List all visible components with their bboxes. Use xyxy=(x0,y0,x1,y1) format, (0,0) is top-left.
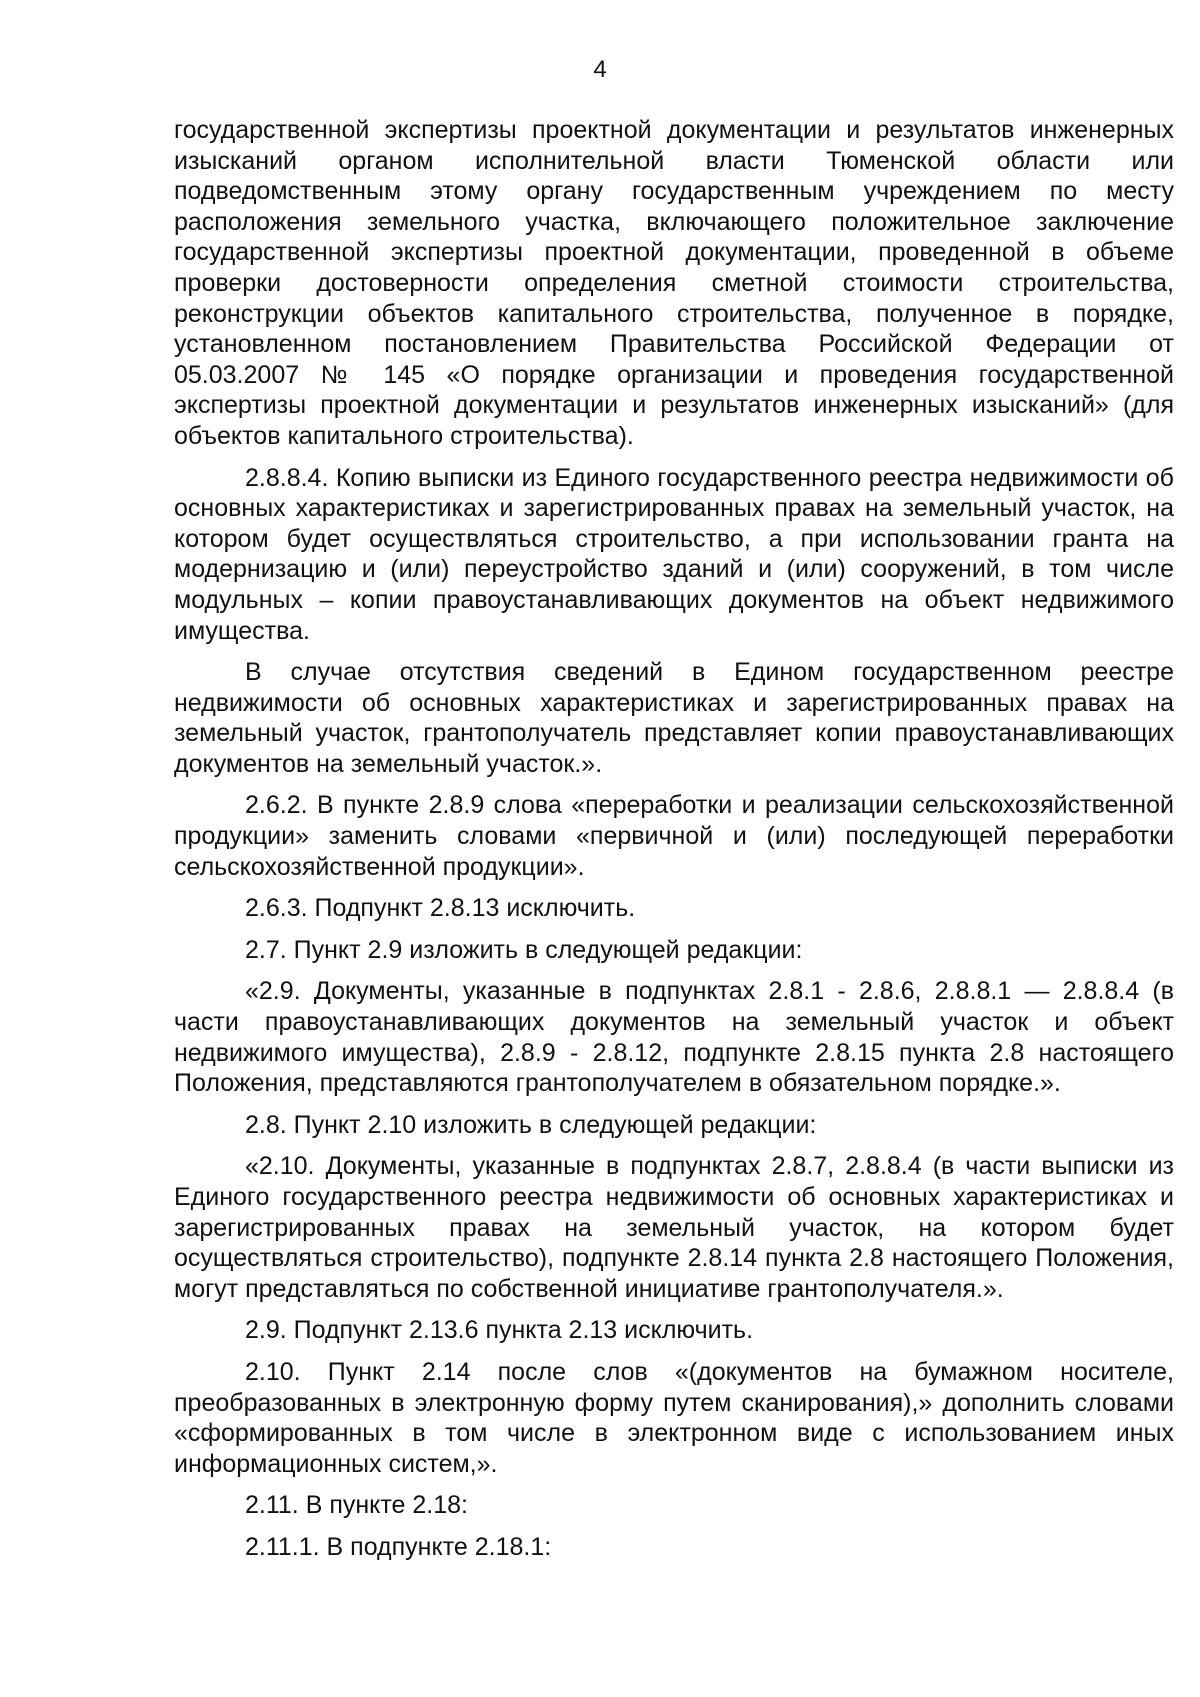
paragraph-2-11: 2.11. В пункте 2.18: xyxy=(245,1491,468,1520)
paragraph-2-7: 2.7. Пункт 2.9 изложить в следующей редакции: xyxy=(245,935,803,964)
page-number: 4 xyxy=(593,56,607,83)
paragraph-2-10-quote: «2.10. Документы, указанные в подпунктах 2.8.7, 2.8.8.4 (в части выписки из Единого государственного реестра недвижимости об основных характеристиках и зарегистрированных правах на земельный участок, на котором будет осуществляться строительство), подпункте 2.8.14 пункта 2.8 настоящего Положения, могут представляться по собственной инициативе грантополучателя.». xyxy=(174,1152,1174,1303)
paragraph-2-8-8-4: 2.8.8.4. Копию выписки из Единого государственного реестра недвижимости об основных характеристиках и зарегистрированных правах на земельный участок, на котором будет осуществляться строительство, а при использовании гранта на модернизацию и (или) переустройство зданий и (или) сооружений, в том числе модульных – копии правоустанавливающих документов на объект недвижимого имущества. xyxy=(174,463,1174,645)
document-body xyxy=(174,115,1174,1574)
paragraph-continuation: государственной экспертизы проектной документации и результатов инженерных изысканий органом исполнительной власти Тюменской области или подведомственным этому органу государственным учреждением по месту расположения земельного участка, включающего положительное заключение государственной экспертизы проектной документации, проведенной в объеме проверки достоверности определения сметной стоимости строительства, реконструкции объектов капитального строительства, полученное в порядке, установленном постановлением Правительства Российской Федерации от 05.03.2007 № 145 «О порядке организации и проведения государственной экспертизы проектной документации и результатов инженерных изысканий» (для объектов капитального строительства). xyxy=(174,116,1174,450)
paragraph-2-8: 2.8. Пункт 2.10 изложить в следующей редакции: xyxy=(245,1110,817,1139)
paragraph-2-11-1: 2.11.1. В подпункте 2.18.1: xyxy=(245,1532,552,1561)
paragraph-2-9: 2.9. Подпункт 2.13.6 пункта 2.13 исключить. xyxy=(245,1316,754,1345)
paragraph-2-9-quote: «2.9. Документы, указанные в подпунктах 2.8.1 - 2.8.6, 2.8.8.1 — 2.8.8.4 (в части правоустанавливающих документов на земельный участок и объект недвижимого имущества), 2.8.9 - 2.8.12, подпункте 2.8.15 пункта 2.8 настоящего Положения, представляются грантополучателем в обязательном порядке.». xyxy=(174,977,1174,1098)
paragraph-2-6-3: 2.6.3. Подпункт 2.8.13 исключить. xyxy=(245,894,636,923)
paragraph-2-6-2: 2.6.2. В пункте 2.8.9 слова «переработки и реализации сельскохозяйственной продукции» заменить словами «первичной и (или) последующей переработки сельскохозяйственной продукции». xyxy=(174,791,1174,881)
paragraph-2-10: 2.10. Пункт 2.14 после слов «(документов на бумажном носителе, преобразованных в электронную форму путем сканирования),» дополнить словами «сформированных в том числе в электронном виде с использованием иных информационных систем,». xyxy=(174,1357,1174,1478)
paragraph-absence-case: В случае отсутствия сведений в Едином государственном реестре недвижимости об основных характеристиках и зарегистрированных правах на земельный участок, грантополучатель представляет копии правоустанавливающих документов на земельный участок.». xyxy=(174,658,1174,778)
